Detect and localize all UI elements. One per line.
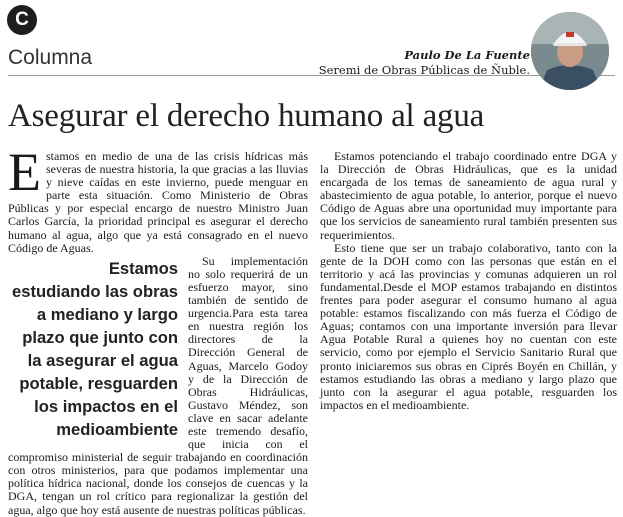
headline: Asegurar el derecho humano al agua	[8, 98, 485, 134]
article-column-2	[320, 150, 617, 412]
drop-cap: E	[8, 142, 41, 202]
paragraph-2	[8, 255, 308, 517]
author-role: Seremi de Obras Públicas de Ñuble.	[318, 63, 530, 77]
author-portrait-image	[531, 12, 609, 90]
paragraph-2-text: Su implementación no solo requerirá de un esfuerzo mayor, sino también de sentido de urgencia.Para esta tarea en nuestra región los directores de la Dirección General de Aguas, Marcelo Godoy y de la Dirección de Obras Hidráulicas, Gustavo Méndez, son clave en sacar adelante este tremendo desafío, que inicia con el compromiso ministerial de seguir trabajando en coordinación con otros ministerios, para que podamos implementar una política hídrica nacional, donde los consejos de cuencas y la DGA, tengan un rol crítico para regionalizar la gestión del agua, algo que hoy está ausente de nuestras políticas públicas.	[8, 253, 308, 517]
section-label: Columna	[8, 46, 93, 69]
paragraph-1	[8, 142, 308, 255]
paragraph-1-text: stamos en medio de una de las crisis hídricas más severas de nuestra historia, la que gracias a las lluvias y nieve caídas en este invierno, puede menguar en parte esta situación. Como Ministerio de Obras Públicas y por especial encargo de nuestro Ministro Juan Carlos García, la prioridad principal es asegurar el derecho humano al agua, algo que ya está consagrado en el nuevo Código de Aguas.	[8, 149, 308, 255]
paragraph-4: Esto tiene que ser un trabajo colaborativo, tanto con la gente de la DOH como con las personas que están en el territorio y acá las provincias y comunas adquieren un rol fundamental.Desde el MOP estamos trabajando en distintos frentes para poder asegurar el consumo humano al agua potable: estamos fiscalizando con más fuerza el Código de Aguas; contamos con una importante inversión para llevar Agua Potable Rural a quienes hoy no cuentan con este servicio, como por ejemplo el Servicio Sanitario Rural que pronto iniciaremos sus obras en Ciprés Boyén en Chillán, y estamos estudiando las obras a mediano y largo plazo que junto con la asegurar el agua potable, resguarden los impactos en el medioambiente.	[320, 240, 617, 412]
author-photo	[531, 12, 609, 90]
author-name: Paulo De La Fuente	[404, 48, 530, 62]
author-block	[319, 48, 530, 78]
column-badge: C	[7, 5, 37, 35]
pull-quote: Estamos estudiando las obras a mediano y largo plazo que junto con la asegurar el agua potable, resguarden los impactos en el medioambiente	[12, 258, 178, 439]
paragraph-3: Estamos potenciando el trabajo coordinado entre DGA y la Dirección de Obras Hidráulicas, que es la unidad encargada de los temas de saneamiento de agua rural y abastecimiento de agua potable, lo anterior, porque el nuevo Código de Aguas abre una oportunidad muy importante para que los servicios de saneamiento rural también presenten sus requerimientos.	[320, 149, 617, 242]
article-column-1	[8, 142, 308, 517]
